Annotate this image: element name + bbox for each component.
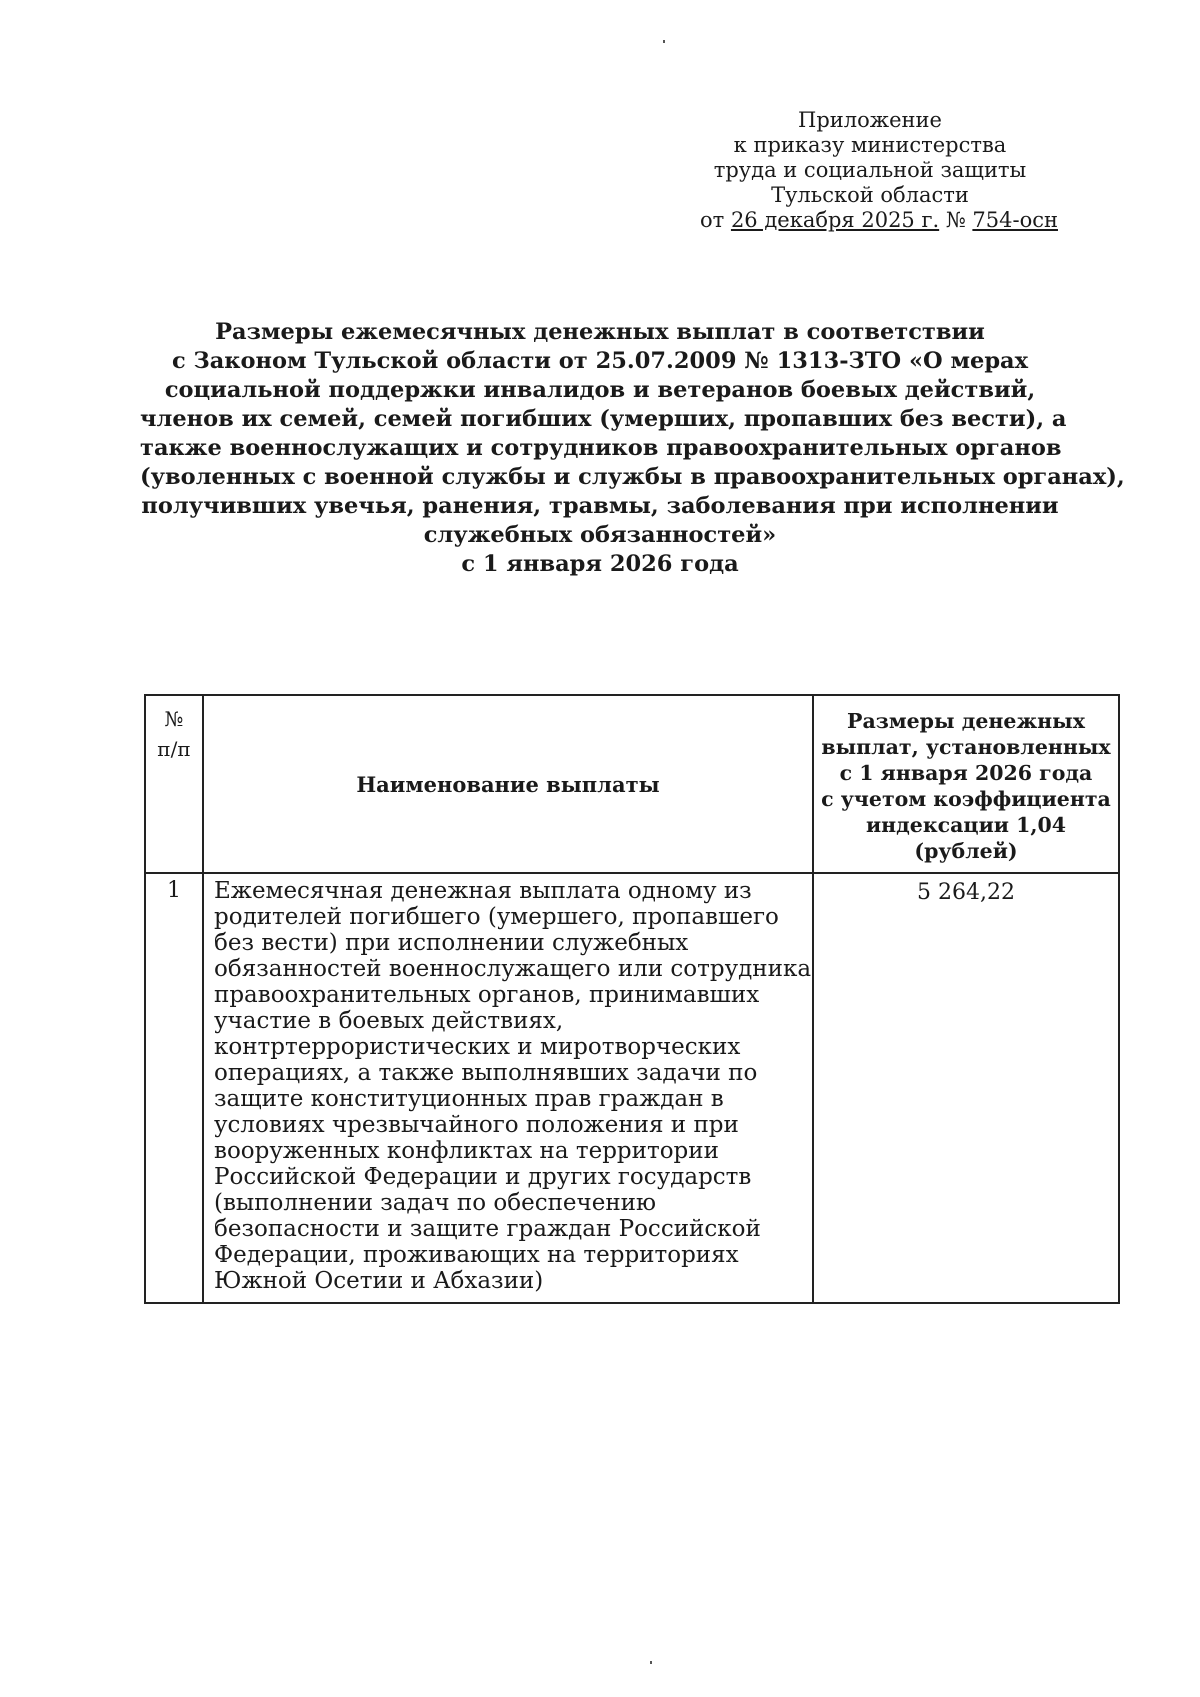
- payment-name-line: правоохранительных органов, принимавших: [214, 982, 760, 1008]
- payments-table-container: [144, 694, 1118, 1304]
- table-row: [145, 873, 1119, 1303]
- number-prefix: №: [939, 208, 973, 232]
- header-amount-line: индексации 1,04: [865, 813, 1067, 837]
- scan-speck-bottom: [650, 1661, 652, 1664]
- payment-name-line: (выполнении задач по обеспечению: [214, 1190, 657, 1216]
- title-line: также военнослужащих и сотрудников правоохранительных органов: [140, 435, 1062, 461]
- header-cell-amount: [813, 695, 1119, 873]
- payment-name-line: родителей погибшего (умершего, пропавшего: [214, 904, 779, 930]
- header-amount-line: выплат, установленных: [821, 735, 1111, 759]
- header-line-ministry: труда и социальной защиты: [713, 158, 1027, 182]
- payments-table: [144, 694, 1120, 1304]
- title-line: с Законом Тульской области от 25.07.2009 № 1313-ЗТО «О мерах: [171, 348, 1029, 374]
- header-amount-line: (рублей): [914, 839, 1018, 863]
- row-amount: 5 264,22: [813, 873, 1119, 1303]
- header-amount-line: Размеры денежных: [847, 709, 1085, 733]
- table-header-row: [145, 695, 1119, 873]
- header-amount-line: с 1 января 2026 года: [839, 761, 1093, 785]
- header-number-label: п/п: [157, 737, 191, 761]
- date-prefix: от: [700, 208, 731, 232]
- document-title: [140, 318, 1125, 579]
- payment-name-line: без вести) при исполнении служебных: [214, 930, 689, 956]
- title-line: (уволенных с военной службы и службы в правоохранительных органах),: [140, 464, 1125, 490]
- order-date: 26 декабря 2025 г.: [730, 208, 940, 232]
- header-amount-line: с учетом коэффициента: [821, 787, 1111, 811]
- payment-name-line: вооруженных конфликтах на территории: [214, 1138, 719, 1164]
- payment-name-line: участие в боевых действиях,: [214, 1008, 564, 1034]
- title-line: служебных обязанностей»: [423, 522, 777, 548]
- payment-name-line: Ежемесячная денежная выплата одному из: [214, 878, 752, 904]
- payment-name-line: Российской Федерации и других государств: [214, 1164, 752, 1190]
- payment-name-line: обязанностей военнослужащего или сотрудника: [214, 956, 812, 982]
- payment-name-line: защите конституционных прав граждан в: [214, 1086, 724, 1112]
- title-line: получивших увечья, ранения, травмы, заболевания при исполнении: [141, 493, 1059, 519]
- header-line-region: Тульской области: [771, 183, 969, 207]
- payment-name-line: Южной Осетии и Абхазии): [214, 1268, 544, 1294]
- scan-speck-top: [663, 40, 665, 43]
- title-line-effective-date: с 1 января 2026 года: [461, 551, 739, 577]
- header-line-appendix: Приложение: [798, 108, 942, 132]
- header-cell-payment-name: Наименование выплаты: [203, 695, 813, 873]
- payment-name-line: безопасности и защите граждан Российской: [214, 1216, 761, 1242]
- order-number: 754-осн: [972, 208, 1058, 232]
- row-number: 1: [145, 873, 203, 1303]
- header-line-date-number: [700, 208, 1058, 233]
- header-cell-number: [145, 695, 203, 873]
- title-line: Размеры ежемесячных денежных выплат в соответствии: [215, 319, 985, 345]
- title-line: членов их семей, семей погибших (умерших, пропавших без вести), а: [140, 406, 1067, 432]
- title-line: социальной поддержки инвалидов и ветеранов боевых действий,: [164, 377, 1036, 403]
- approval-header: [700, 108, 1058, 233]
- payment-name-line: контртеррористических и миротворческих: [214, 1034, 741, 1060]
- header-number-symbol: №: [164, 707, 184, 731]
- header-line-order: к приказу министерства: [733, 133, 1007, 157]
- payment-name-line: условиях чрезвычайного положения и при: [214, 1112, 739, 1138]
- row-payment-name: [203, 873, 813, 1303]
- payment-name-line: Федерации, проживающих на территориях: [214, 1242, 739, 1268]
- payment-name-line: операциях, а также выполнявших задачи по: [214, 1060, 758, 1086]
